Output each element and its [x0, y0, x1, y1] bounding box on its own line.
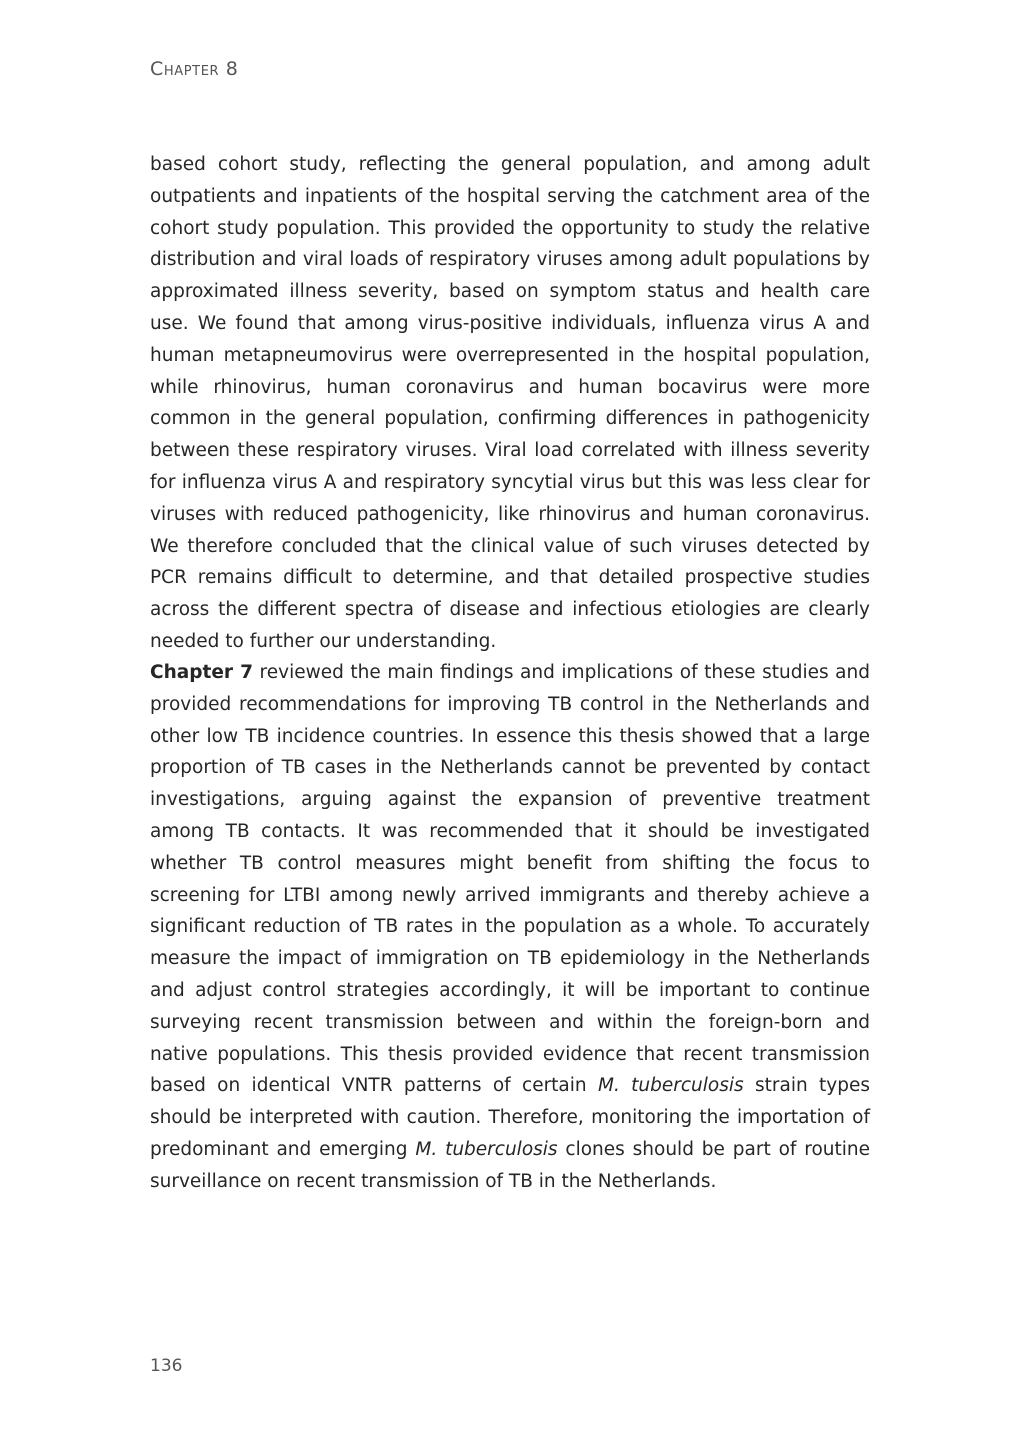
page-number: 136	[150, 1356, 183, 1376]
running-header: Chapter 8	[150, 58, 239, 80]
species-name: M. tuberculosis	[597, 1075, 744, 1097]
paragraph-text-segment: reviewed the main findings and implications of these studies and provided recommendations for improving TB control in the Netherlands and other low TB incidence countries. In essence this thesis showed that a large proportion of TB cases in the Netherlands cannot be prevented by contact investigations, arguing against the expansion of preventive treatment among TB contacts. It was recommended that it should be investigated whether TB control measures might benefit from shifting the focus to screening for LTBI among newly arrived immigrants and thereby achieve a significant reduction of TB rates in the population as a whole. To accurately measure the impact of immigration on TB epidemiology in the Netherlands and adjust control strategies accordingly, it will be important to continue surveying recent transmission between and within the foreign-born and native populations. This thesis provided evidence that recent transmission based on identical VNTR patterns of certain	[150, 662, 870, 1097]
paragraph-text-segment: clones should be part of routine surveillance on recent transmission of TB in the Netherlands.	[150, 1138, 870, 1192]
body-paragraph-2	[150, 657, 870, 1198]
paragraph-text-segment: strain types should be interpreted with caution. Therefore, monitoring the importation of predominant and emerging	[150, 1075, 870, 1160]
body-paragraph-1: based cohort study, reflecting the general population, and among adult outpatients and inpatients of the hospital serving the catchment area of the cohort study population. This provided the opportunity to study the relative distribution and viral loads of respiratory viruses among adult populations by approximated illness severity, based on symptom status and health care use. We found that among virus-positive individuals, influenza virus A and human metapneumovirus were overrepresented in the hospital population, while rhinovirus, human coronavirus and human bocavirus were more common in the general population, confirming differences in pathogenicity between these respiratory viruses. Viral load correlated with illness severity for influenza virus A and respiratory syncytial virus but this was less clear for viruses with reduced pathogenicity, like rhinovirus and human coronavirus. We therefore concluded that the clinical value of such viruses detected by PCR remains difficult to determine, and that detailed prospective studies across the different spectra of disease and infectious etiologies are clearly needed to further our understanding.	[150, 154, 870, 652]
species-name: M. tuberculosis	[415, 1138, 558, 1160]
chapter-reference: Chapter 7	[150, 662, 253, 683]
